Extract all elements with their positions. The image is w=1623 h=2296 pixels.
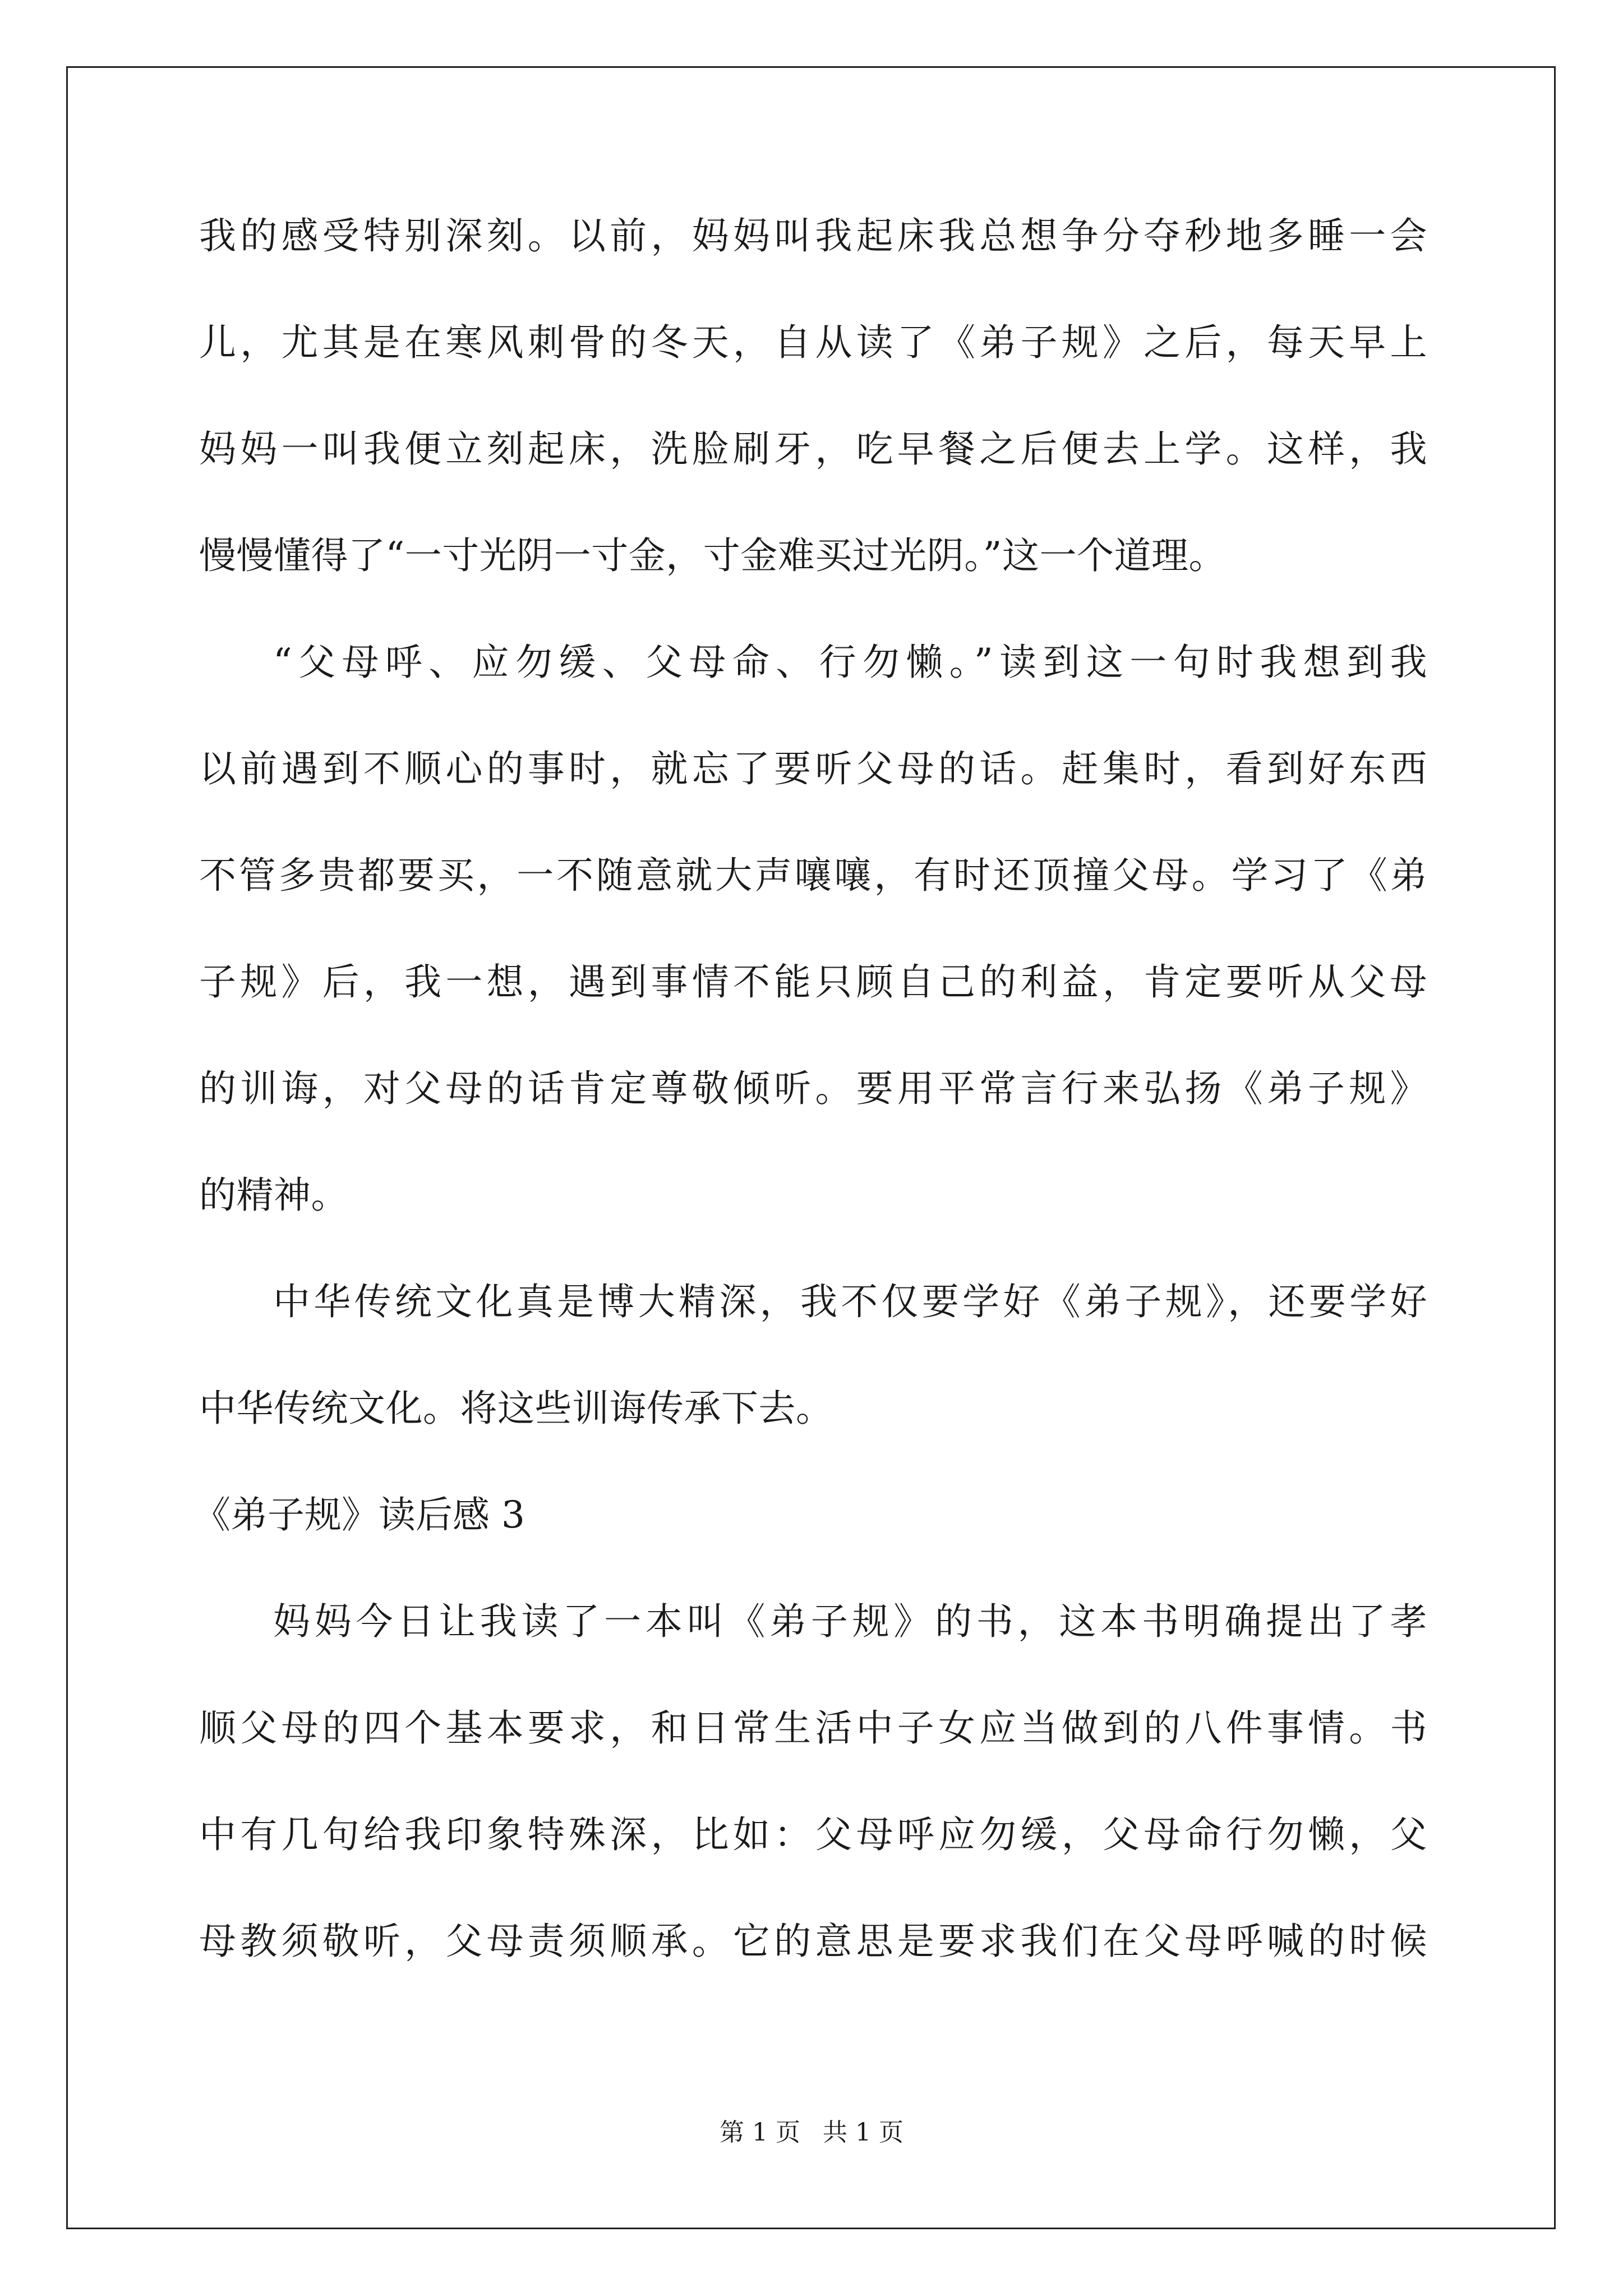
text-line: 中华传统文化真是博大精深，我不仅要学好《弟子规》，还要学好 <box>273 1280 1427 1323</box>
text-line: 子规》后，我一想，遇到事情不能只顾自己的利益，肯定要听从父母 <box>199 960 1427 1004</box>
text-line: 以前遇到不顺心的事时，就忘了要听父母的话。赶集时，看到好东西 <box>199 747 1427 790</box>
text-line: 儿，尤其是在寒风刺骨的冬天，自从读了《弟子规》之后，每天早上 <box>199 321 1427 364</box>
text-line: 的训诲，对父母的话肯定尊敬倾听。要用平常言行来弘扬《弟子规》 <box>199 1067 1427 1110</box>
text-line: 中有几句给我印象特殊深，比如：父母呼应勿缓，父母命行勿懒，父 <box>199 1813 1427 1856</box>
page-total: 共 1 页 <box>823 2118 903 2147</box>
text-line: 妈妈一叫我便立刻起床，洗脸刷牙，吃早餐之后便去上学。这样，我 <box>199 427 1427 471</box>
text-line: 中华传统文化。将这些训诲传承下去。 <box>199 1387 833 1430</box>
text-line: 的精神。 <box>199 1174 348 1217</box>
text-line: 母教须敬听，父母责须顺承。它的意思是要求我们在父母呼喊的时候 <box>199 1920 1427 1963</box>
page-footer <box>0 2120 1623 2145</box>
text-line: 慢慢懂得了“一寸光阴一寸金，寸金难买过光阴。”这一个道理。 <box>199 534 1226 577</box>
document-body <box>193 214 1427 2030</box>
text-line: “父母呼、应勿缓、父母命、行勿懒。”读到这一句时我想到我 <box>273 641 1427 684</box>
text-line: 妈妈今日让我读了一本叫《弟子规》的书，这本书明确提出了孝 <box>273 1600 1427 1643</box>
page-number: 第 1 页 <box>720 2118 800 2147</box>
text-line: 我的感受特别深刻。以前，妈妈叫我起床我总想争分夺秒地多睡一会 <box>199 214 1427 257</box>
section-heading: 《弟子规》读后感 3 <box>193 1493 525 1536</box>
text-line: 不管多贵都要买，一不随意就大声嚷嚷，有时还顶撞父母。学习了《弟 <box>199 854 1427 897</box>
text-line: 顺父母的四个基本要求，和日常生活中子女应当做到的八件事情。书 <box>199 1706 1427 1750</box>
